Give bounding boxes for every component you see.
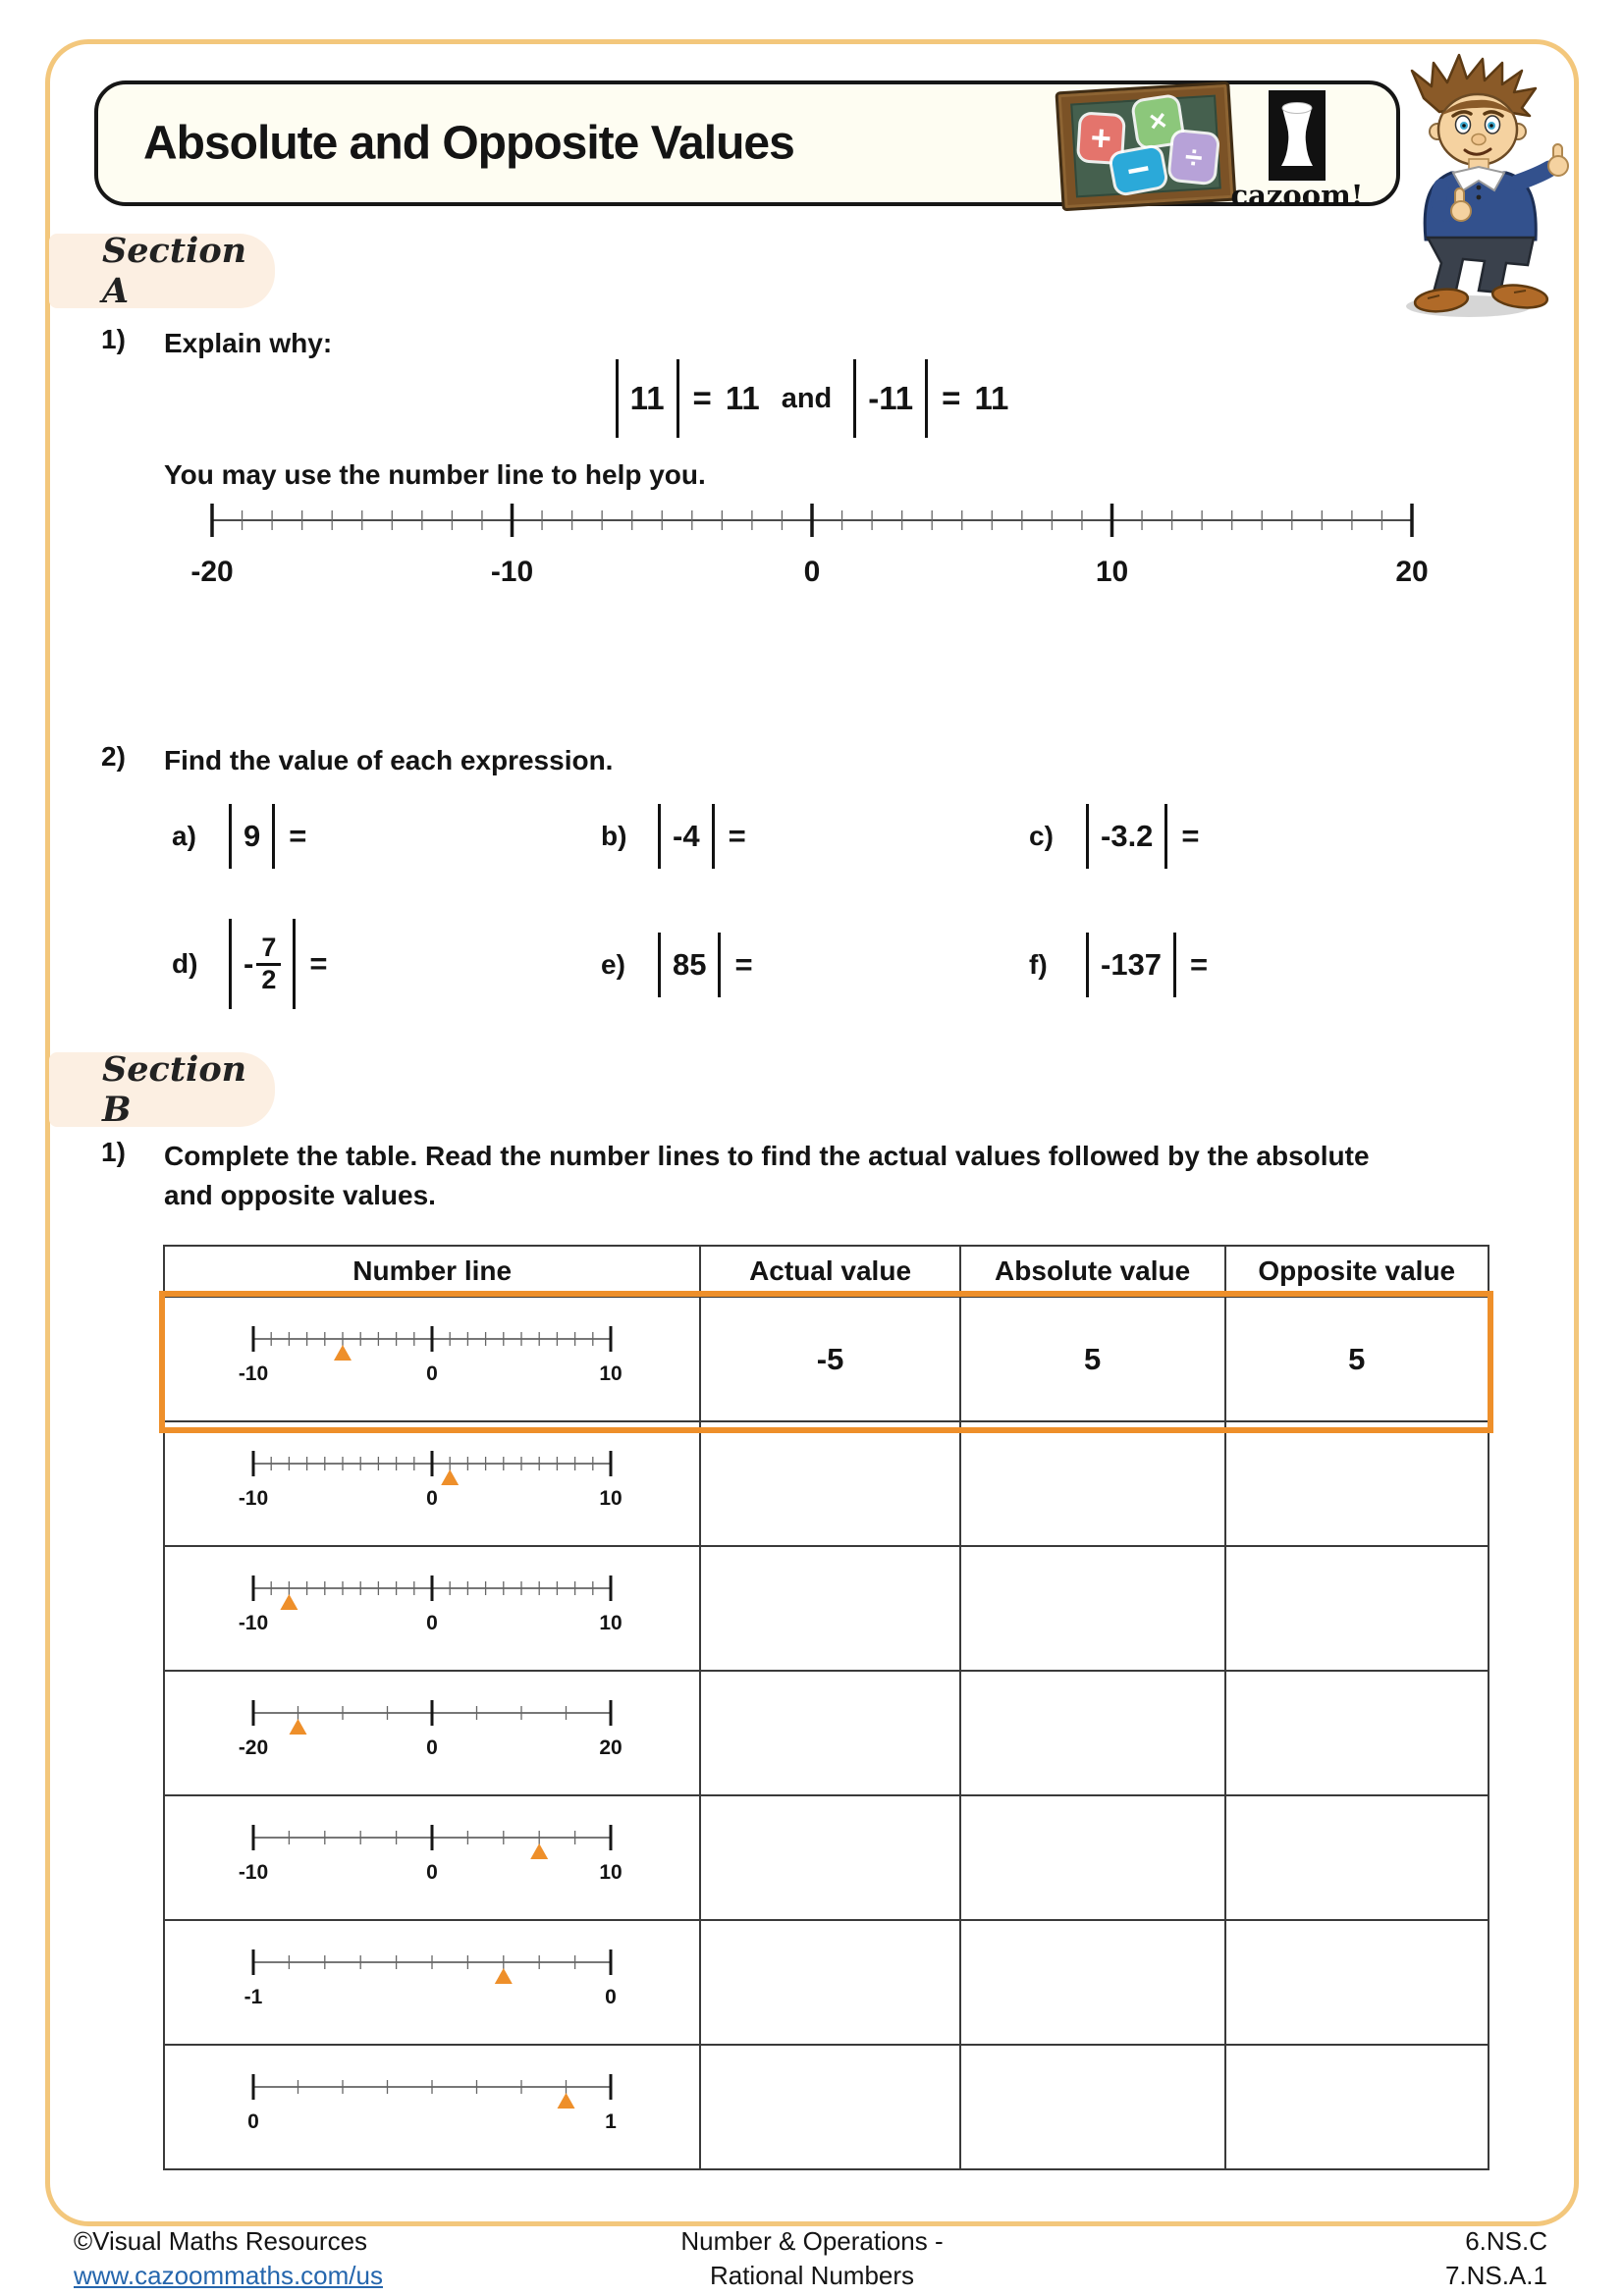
- absolute-value-bars: [229, 804, 275, 869]
- standard-code-2: 7.NS.A.1: [1444, 2261, 1547, 2290]
- website-link[interactable]: www.cazoommaths.com/us: [74, 2261, 383, 2290]
- numberline-cell: [164, 1795, 700, 1920]
- fraction-minus-sign: -: [244, 946, 254, 981]
- absolute-value-bars: [1086, 804, 1167, 869]
- q2-item-c: [1029, 804, 1200, 869]
- footer-standards: [1445, 2224, 1547, 2293]
- table-header-row: [164, 1246, 1489, 1297]
- table-row: [164, 1671, 1489, 1795]
- footer-topic-line1: Number & Operations -: [680, 2226, 944, 2256]
- q2-item-e: [601, 933, 753, 997]
- fraction: [256, 934, 281, 994]
- cazoom-logo: [1269, 90, 1326, 181]
- sb-q1-number: 1): [101, 1137, 126, 1167]
- number-line: [236, 1448, 628, 1513]
- opposite-value-cell: [1225, 1546, 1489, 1671]
- equals-sign: =: [1181, 819, 1200, 853]
- absolute-value-cell: [960, 1920, 1225, 2045]
- footer-center: [0, 2224, 1624, 2293]
- marker-triangle-icon: [441, 1469, 459, 1485]
- q2-item-label: e): [601, 949, 625, 980]
- numberline-tick-label: 0: [803, 556, 821, 588]
- q2-item-d: [172, 919, 327, 1009]
- actual-value-cell: [700, 1546, 959, 1671]
- plus-icon: +: [1089, 117, 1113, 159]
- expression-value: 85: [673, 947, 707, 982]
- q2-item-label: b): [601, 821, 627, 851]
- opposite-value-cell: [1225, 1920, 1489, 2045]
- mascot-illustration: [1371, 53, 1587, 323]
- numberline-tick-label: 0: [426, 1611, 439, 1634]
- column-header-opposite: Opposite value: [1225, 1246, 1489, 1297]
- q1-hint: You may use the number line to help you.: [164, 459, 706, 490]
- numberline-tick-label: -10: [490, 556, 534, 588]
- divide-symbol-tile: [1170, 132, 1218, 183]
- equals-sign: =: [728, 819, 746, 853]
- column-header-actual: Actual value: [700, 1246, 959, 1297]
- q1-number: 1): [101, 324, 126, 354]
- table-row: [164, 1795, 1489, 1920]
- absolute-value-cell: [960, 1546, 1225, 1671]
- equals-sign: =: [942, 380, 961, 416]
- absolute-value-cell: [960, 1421, 1225, 1546]
- column-header-absolute: Absolute value: [960, 1246, 1225, 1297]
- values-table: [163, 1245, 1489, 2170]
- opposite-value-cell: 5: [1225, 1297, 1489, 1421]
- marker-triangle-icon: [334, 1345, 352, 1361]
- multiply-icon: ×: [1147, 104, 1169, 139]
- equals-sign: =: [734, 947, 753, 982]
- actual-value-cell: [700, 1671, 959, 1795]
- section-b-label: Section B: [49, 1052, 275, 1127]
- q2-item-f: [1029, 933, 1208, 997]
- number-line: [190, 495, 1429, 589]
- marker-triangle-icon: [290, 1719, 307, 1735]
- numberline-tick-label: 10: [1095, 556, 1129, 588]
- q2-number: 2): [101, 741, 126, 772]
- numberline-cell: [164, 2045, 700, 2169]
- table-row: [164, 1920, 1489, 2045]
- numberline-tick-label: 0: [426, 1860, 439, 1884]
- equals-sign: =: [1190, 947, 1209, 982]
- fraction-numerator: 7: [256, 934, 281, 966]
- absolute-value-bars: [1086, 933, 1176, 997]
- q2-item-label: d): [172, 948, 198, 979]
- marker-triangle-icon: [495, 1968, 513, 1984]
- numberline-tick-label: -10: [238, 1486, 269, 1510]
- q2-prompt: Find the value of each expression.: [164, 745, 614, 775]
- numberline-tick-label: 10: [599, 1611, 623, 1634]
- conjunction-and: and: [781, 382, 833, 414]
- q1-numberline: [190, 495, 1429, 594]
- actual-value-cell: [700, 1421, 959, 1546]
- number-line: [236, 1822, 628, 1887]
- numberline-tick-label: 0: [247, 2109, 260, 2133]
- chalkboard-surface: [1070, 95, 1221, 198]
- absolute-value-cell: [960, 1671, 1225, 1795]
- equals-sign: =: [289, 819, 307, 853]
- absolute-value-cell: [960, 2045, 1225, 2169]
- numberline-tick-label: 0: [426, 1362, 439, 1385]
- numberline-cell: [164, 1297, 700, 1421]
- numberline-tick-label: 0: [426, 1735, 439, 1759]
- actual-value-cell: [700, 2045, 959, 2169]
- q2-item-a: [172, 804, 306, 869]
- equation-result: 11: [725, 380, 760, 416]
- numberline-tick-label: -10: [238, 1362, 269, 1385]
- numberline-cell: [164, 1421, 700, 1546]
- minus-icon: −: [1122, 146, 1154, 193]
- number-line: [236, 1697, 628, 1762]
- q2-item-b: [601, 804, 746, 869]
- q1-prompt: Explain why:: [164, 328, 333, 358]
- numberline-cell: [164, 1920, 700, 2045]
- opposite-value-cell: [1225, 2045, 1489, 2169]
- absolute-value-bars: [658, 933, 721, 997]
- numberline-tick-label: -10: [238, 1860, 269, 1884]
- numberline-tick-label: 20: [599, 1735, 623, 1759]
- numberline-tick-label: 0: [605, 1985, 618, 2008]
- numberline-tick-label: 10: [599, 1362, 623, 1385]
- table-row-example: [164, 1297, 1489, 1421]
- expression-value: -3.2: [1101, 819, 1154, 853]
- numberline-cell: [164, 1671, 700, 1795]
- number-line: [236, 1573, 628, 1637]
- section-a-label: Section A: [49, 234, 275, 308]
- numberline-tick-label: 1: [605, 2109, 618, 2133]
- actual-value-cell: [700, 1920, 959, 2045]
- numberline-cell: [164, 1546, 700, 1671]
- q2-item-label: f): [1029, 949, 1048, 980]
- abs-bars-neg-11: -11: [853, 359, 928, 438]
- number-line: [236, 1323, 628, 1388]
- opposite-value-cell: [1225, 1795, 1489, 1920]
- abs-bars-11: 11: [616, 359, 679, 438]
- minus-symbol-tile: [1110, 146, 1165, 193]
- opposite-value-cell: [1225, 1421, 1489, 1546]
- fraction-denominator: 2: [261, 964, 277, 994]
- marker-triangle-icon: [558, 2093, 575, 2109]
- numberline-tick-label: -1: [244, 1985, 263, 2008]
- absolute-value-cell: [960, 1795, 1225, 1920]
- equals-sign: =: [692, 380, 712, 416]
- number-line: [236, 2071, 628, 2136]
- drum-icon: [1277, 99, 1317, 172]
- equation-result: 11: [974, 380, 1009, 416]
- numberline-tick-label: -20: [190, 556, 234, 588]
- absolute-value-cell: 5: [960, 1297, 1225, 1421]
- q2-item-label: c): [1029, 821, 1054, 851]
- actual-value-cell: [700, 1795, 959, 1920]
- equals-sign: =: [309, 946, 328, 981]
- numberline-tick-label: 10: [599, 1860, 623, 1884]
- q2-item-label: a): [172, 821, 196, 851]
- marker-triangle-icon: [281, 1594, 298, 1610]
- copyright-text: ©Visual Maths Resources: [74, 2226, 368, 2256]
- table-row: [164, 1421, 1489, 1546]
- numberline-tick-label: 0: [426, 1486, 439, 1510]
- expression-value: 9: [244, 819, 261, 853]
- expression-value: -4: [673, 819, 700, 853]
- divide-icon: ÷: [1183, 137, 1205, 176]
- q1-equation: [0, 359, 1624, 438]
- table-body: [164, 1297, 1489, 2169]
- table-row: [164, 1546, 1489, 1671]
- table-row: [164, 2045, 1489, 2169]
- values-table-wrap: [163, 1245, 1489, 2170]
- marker-triangle-icon: [530, 1843, 548, 1859]
- sb-q1-prompt: Complete the table. Read the number lines to find the actual values followed by the absolute and opposite values.: [164, 1141, 1370, 1210]
- numberline-tick-label: 20: [1395, 556, 1429, 588]
- opposite-value-cell: [1225, 1671, 1489, 1795]
- numberline-tick-label: -10: [238, 1611, 269, 1634]
- absolute-value-bars: [658, 804, 715, 869]
- absolute-value-bars: [229, 919, 296, 1009]
- numberline-tick-label: -20: [238, 1735, 269, 1759]
- standard-code-1: 6.NS.C: [1465, 2226, 1547, 2256]
- page-title: Absolute and Opposite Values: [143, 117, 794, 170]
- column-header-numberline: Number line: [164, 1246, 700, 1297]
- actual-value-cell: -5: [700, 1297, 959, 1421]
- number-line: [236, 1947, 628, 2011]
- expression-value: -137: [1101, 947, 1163, 982]
- numberline-tick-label: 10: [599, 1486, 623, 1510]
- cazoom-logo-text: cazoom!: [1230, 179, 1364, 212]
- footer-topic-line2: Rational Numbers: [709, 2261, 915, 2290]
